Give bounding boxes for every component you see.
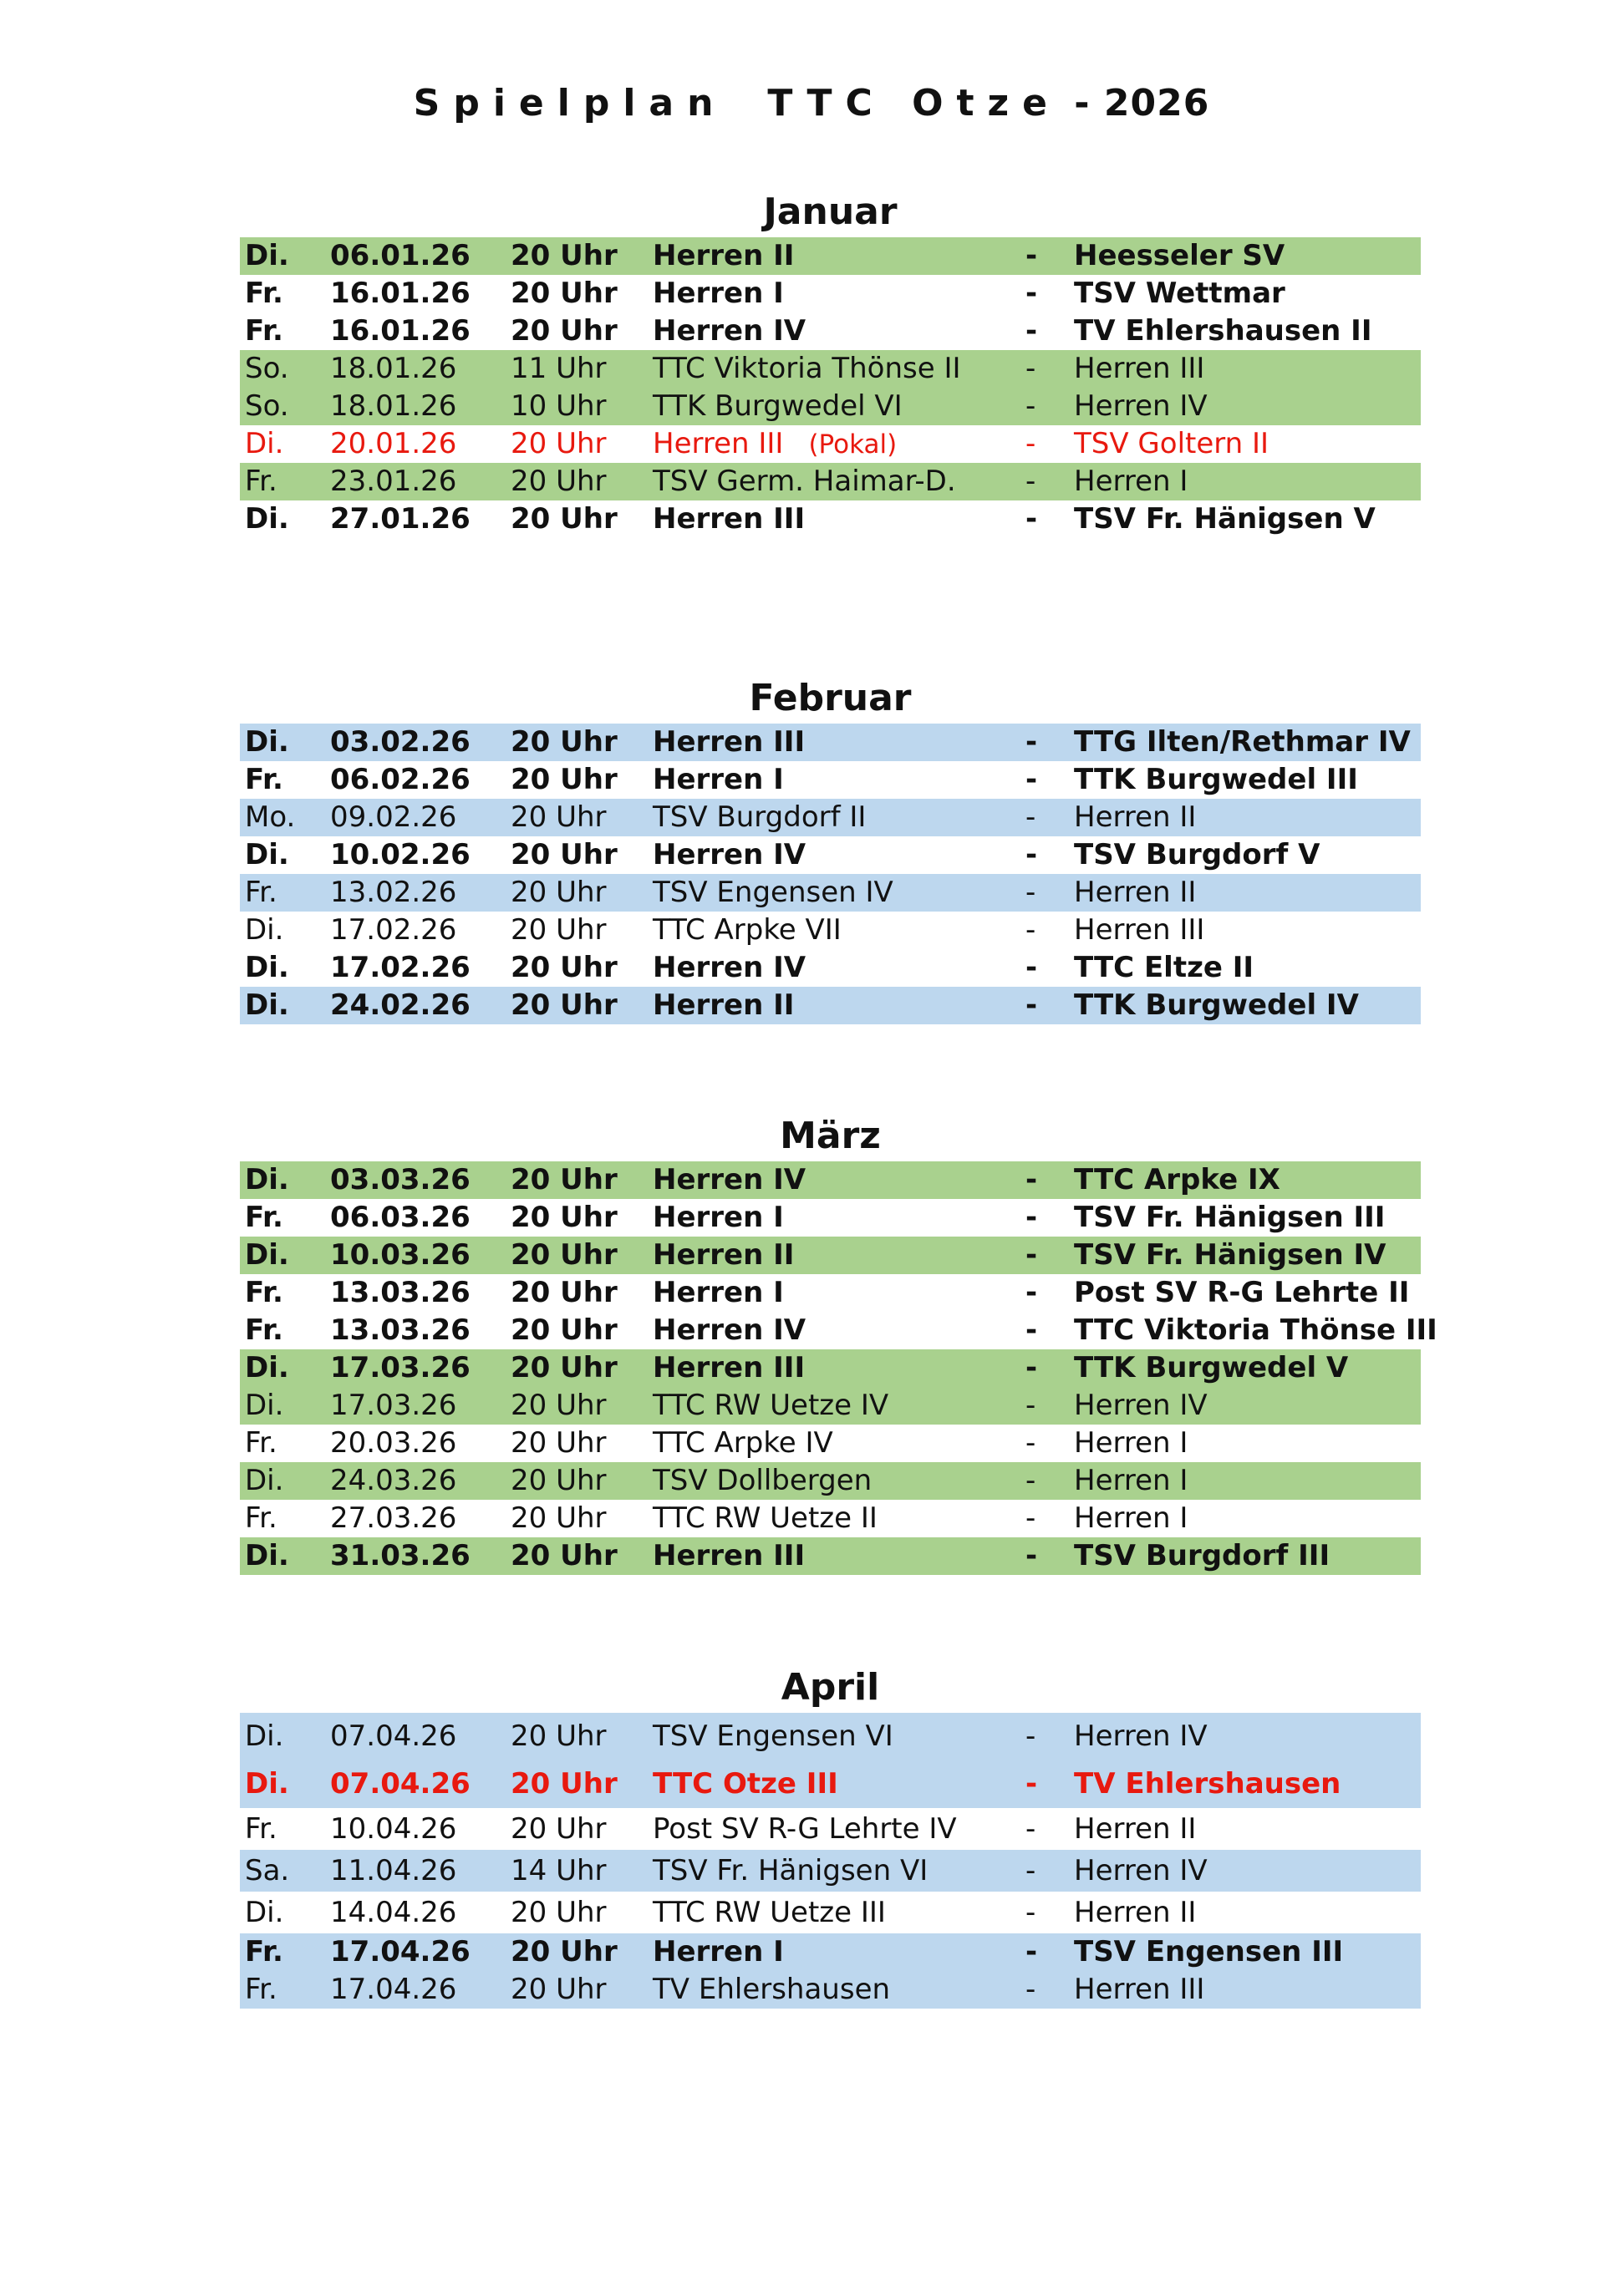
title-suffix: - 2026 (1074, 82, 1210, 124)
separator: - (1025, 951, 1038, 984)
away-team: Herren III (1074, 1973, 1205, 2006)
away-team: TTC Viktoria Thönse III (1074, 1313, 1437, 1347)
away-team: Herren II (1074, 800, 1197, 834)
away-team: Herren I (1074, 465, 1188, 498)
match-time: 20 Uhr (511, 1389, 607, 1422)
home-team: TTC RW Uetze IV (653, 1389, 889, 1422)
match-date: 27.03.26 (330, 1501, 457, 1535)
separator: - (1025, 800, 1036, 834)
match-row (240, 1462, 1421, 1500)
away-team: Herren I (1074, 1464, 1188, 1497)
match-date: 16.01.26 (330, 277, 471, 310)
away-team: Herren II (1074, 1812, 1197, 1846)
home-team: Herren I (653, 1201, 784, 1234)
match-time: 20 Uhr (511, 1351, 618, 1384)
match-row (240, 1713, 1421, 1760)
away-team: TSV Fr. Hänigsen V (1074, 502, 1376, 536)
away-team: Herren III (1074, 913, 1205, 947)
match-row (240, 1971, 1421, 2009)
match-date: 20.01.26 (330, 427, 457, 460)
match-day: Di. (245, 988, 289, 1022)
match-time: 20 Uhr (511, 1276, 618, 1309)
match-row (240, 761, 1421, 799)
away-team: TTK Burgwedel IV (1074, 988, 1359, 1022)
match-time: 20 Uhr (511, 876, 607, 909)
match-day: Fr. (245, 465, 277, 498)
match-date: 24.02.26 (330, 988, 471, 1022)
match-row (240, 1161, 1421, 1199)
match-row (240, 275, 1421, 312)
match-day: Mo. (245, 800, 296, 834)
match-time: 20 Uhr (511, 427, 607, 460)
month-januar (240, 187, 1421, 538)
home-team: TSV Germ. Haimar-D. (653, 465, 956, 498)
match-row (240, 1500, 1421, 1537)
match-date: 16.01.26 (330, 314, 471, 348)
separator: - (1025, 314, 1038, 348)
match-day: Di. (245, 1163, 289, 1196)
match-date: 10.04.26 (330, 1812, 457, 1846)
match-day: Fr. (245, 1501, 277, 1535)
match-time: 20 Uhr (511, 800, 607, 834)
match-day: Fr. (245, 876, 277, 909)
match-row (240, 912, 1421, 949)
match-date: 06.01.26 (330, 239, 471, 272)
match-day: Di. (245, 1896, 284, 1929)
separator: - (1025, 1935, 1038, 1968)
match-day: Fr. (245, 1201, 283, 1234)
match-day: So. (245, 352, 289, 385)
match-time: 20 Uhr (511, 838, 618, 871)
match-date: 10.02.26 (330, 838, 471, 871)
match-time: 20 Uhr (511, 1812, 607, 1846)
match-row (240, 312, 1421, 350)
month-title: März (780, 1115, 881, 1157)
away-team: TSV Engensen III (1074, 1935, 1344, 1968)
home-team: TSV Dollbergen (653, 1464, 873, 1497)
home-team: Herren I (653, 1276, 784, 1309)
home-team: TTC Viktoria Thönse II (653, 352, 961, 385)
separator: - (1025, 352, 1036, 385)
home-team: Herren I (653, 1935, 784, 1968)
match-row (240, 1808, 1421, 1850)
away-team: Herren IV (1074, 1854, 1208, 1887)
away-team: TTC Eltze II (1074, 951, 1254, 984)
match-day: So. (245, 389, 289, 423)
match-row (240, 836, 1421, 874)
home-team: Herren I (653, 763, 784, 796)
match-row (240, 1933, 1421, 1971)
home-team: Herren IV (653, 951, 806, 984)
match-date: 13.02.26 (330, 876, 457, 909)
match-row (240, 1312, 1437, 1349)
home-team-name: Herren III (653, 427, 784, 460)
separator: - (1025, 1313, 1038, 1347)
separator: - (1025, 838, 1038, 871)
match-row (240, 500, 1421, 538)
match-row (240, 799, 1421, 836)
match-row (240, 987, 1421, 1024)
home-team: TTK Burgwedel VI (653, 389, 903, 423)
home-team (653, 425, 897, 464)
separator: - (1025, 876, 1036, 909)
home-team: TTC RW Uetze III (653, 1896, 886, 1929)
match-time: 20 Uhr (511, 1935, 618, 1968)
match-day: Fr. (245, 1812, 277, 1846)
away-team: Herren III (1074, 352, 1205, 385)
home-team: Post SV R-G Lehrte IV (653, 1812, 957, 1846)
match-date: 13.03.26 (330, 1276, 471, 1309)
away-team: Herren II (1074, 876, 1197, 909)
home-team: Herren II (653, 1238, 795, 1272)
cup-note: (Pokal) (808, 429, 898, 460)
match-time: 20 Uhr (511, 465, 607, 498)
match-time: 20 Uhr (511, 913, 607, 947)
home-team: Herren IV (653, 314, 806, 348)
match-day: Di. (245, 838, 289, 871)
match-time: 20 Uhr (511, 1464, 607, 1497)
match-date: 14.04.26 (330, 1896, 457, 1929)
match-date: 13.03.26 (330, 1313, 471, 1347)
match-row (240, 1850, 1421, 1892)
separator: - (1025, 763, 1038, 796)
match-time: 11 Uhr (511, 352, 607, 385)
match-date: 17.03.26 (330, 1389, 457, 1422)
match-day: Fr. (245, 314, 283, 348)
home-team: Herren III (653, 1351, 806, 1384)
match-day: Di. (245, 1719, 284, 1753)
away-team: TSV Burgdorf III (1074, 1539, 1330, 1572)
match-day: Fr. (245, 277, 283, 310)
match-day: Fr. (245, 1276, 283, 1309)
page-title (0, 82, 1623, 124)
home-team: Herren IV (653, 838, 806, 871)
separator: - (1025, 427, 1036, 460)
away-team: Herren I (1074, 1426, 1188, 1460)
away-team: TTK Burgwedel V (1074, 1351, 1349, 1384)
match-row (240, 350, 1421, 388)
separator: - (1025, 1812, 1036, 1846)
title-word-2: TTC Otze (767, 82, 1061, 124)
separator: - (1025, 1426, 1036, 1460)
match-time: 20 Uhr (511, 1501, 607, 1535)
match-date: 07.04.26 (330, 1767, 471, 1801)
match-date: 10.03.26 (330, 1238, 471, 1272)
home-team: TTC Arpke VII (653, 913, 842, 947)
away-team: Heesseler SV (1074, 239, 1285, 272)
home-team: TTC RW Uetze II (653, 1501, 878, 1535)
home-team: TTC Otze III (653, 1767, 838, 1801)
match-row (240, 874, 1421, 912)
match-row (240, 425, 1421, 463)
home-team: Herren II (653, 239, 795, 272)
separator: - (1025, 239, 1038, 272)
away-team: TSV Goltern II (1074, 427, 1269, 460)
match-date: 31.03.26 (330, 1539, 471, 1572)
month-title: Februar (749, 677, 912, 719)
match-date: 18.01.26 (330, 389, 457, 423)
match-row (240, 1349, 1421, 1387)
match-date: 17.04.26 (330, 1973, 457, 2006)
match-row (240, 1760, 1421, 1808)
home-team: TSV Fr. Hänigsen VI (653, 1854, 929, 1887)
match-date: 17.03.26 (330, 1351, 471, 1384)
match-time: 20 Uhr (511, 502, 618, 536)
match-time: 20 Uhr (511, 988, 618, 1022)
away-team: TSV Burgdorf V (1074, 838, 1320, 871)
match-time: 20 Uhr (511, 1539, 618, 1572)
match-date: 24.03.26 (330, 1464, 457, 1497)
match-date: 06.03.26 (330, 1201, 471, 1234)
separator: - (1025, 1163, 1038, 1196)
match-row (240, 388, 1421, 425)
separator: - (1025, 1351, 1038, 1384)
match-row (240, 1237, 1421, 1274)
match-day: Di. (245, 1351, 289, 1384)
match-date: 23.01.26 (330, 465, 457, 498)
separator: - (1025, 1896, 1036, 1929)
match-day: Di. (245, 1539, 289, 1572)
away-team: Herren IV (1074, 389, 1208, 423)
month-april (240, 1663, 1421, 2009)
match-date: 03.02.26 (330, 725, 471, 759)
separator: - (1025, 1501, 1036, 1535)
away-team: TSV Fr. Hänigsen III (1074, 1201, 1386, 1234)
match-date: 09.02.26 (330, 800, 457, 834)
home-team: TSV Engensen VI (653, 1719, 893, 1753)
home-team: Herren III (653, 1539, 806, 1572)
separator: - (1025, 1767, 1038, 1801)
away-team: TTC Arpke IX (1074, 1163, 1280, 1196)
away-team: TTK Burgwedel III (1074, 763, 1358, 796)
match-day: Sa. (245, 1854, 290, 1887)
match-date: 03.03.26 (330, 1163, 471, 1196)
away-team: TSV Fr. Hänigsen IV (1074, 1238, 1386, 1272)
home-team: Herren III (653, 502, 806, 536)
month-title: Januar (763, 190, 898, 233)
match-day: Di. (245, 725, 289, 759)
separator: - (1025, 988, 1038, 1022)
away-team: Herren I (1074, 1501, 1188, 1535)
separator: - (1025, 1719, 1036, 1753)
match-row (240, 1387, 1421, 1425)
match-time: 10 Uhr (511, 389, 607, 423)
separator: - (1025, 465, 1036, 498)
separator: - (1025, 1854, 1036, 1887)
match-date: 07.04.26 (330, 1719, 457, 1753)
separator: - (1025, 1464, 1036, 1497)
match-day: Di. (245, 1767, 289, 1801)
match-row (240, 1274, 1421, 1312)
separator: - (1025, 1201, 1038, 1234)
separator: - (1025, 389, 1036, 423)
match-day: Fr. (245, 1313, 283, 1347)
home-team: TTC Arpke IV (653, 1426, 833, 1460)
match-day: Di. (245, 502, 289, 536)
separator: - (1025, 725, 1038, 759)
match-time: 20 Uhr (511, 239, 618, 272)
separator: - (1025, 1389, 1036, 1422)
away-team: TV Ehlershausen II (1074, 314, 1372, 348)
match-time: 20 Uhr (511, 1719, 607, 1753)
match-row (240, 1892, 1421, 1933)
separator: - (1025, 277, 1038, 310)
match-time: 20 Uhr (511, 763, 618, 796)
separator: - (1025, 1539, 1038, 1572)
month-title: April (781, 1666, 880, 1709)
match-day: Di. (245, 951, 289, 984)
match-date: 20.03.26 (330, 1426, 457, 1460)
away-team: Herren IV (1074, 1719, 1208, 1753)
match-row (240, 724, 1421, 761)
match-date: 18.01.26 (330, 352, 457, 385)
match-row (240, 1199, 1421, 1237)
match-day: Di. (245, 1464, 284, 1497)
match-day: Fr. (245, 1973, 277, 2006)
match-time: 20 Uhr (511, 725, 618, 759)
match-date: 17.02.26 (330, 913, 457, 947)
match-row (240, 949, 1421, 987)
match-time: 20 Uhr (511, 1973, 607, 2006)
away-team: Herren IV (1074, 1389, 1208, 1422)
match-time: 14 Uhr (511, 1854, 607, 1887)
match-day: Di. (245, 427, 284, 460)
home-team: TV Ehlershausen (653, 1973, 891, 2006)
away-team: Post SV R-G Lehrte II (1074, 1276, 1410, 1309)
away-team: TV Ehlershausen (1074, 1767, 1341, 1801)
match-date: 06.02.26 (330, 763, 471, 796)
home-team: Herren III (653, 725, 806, 759)
match-time: 20 Uhr (511, 1767, 618, 1801)
separator: - (1025, 1238, 1038, 1272)
match-date: 27.01.26 (330, 502, 471, 536)
match-time: 20 Uhr (511, 277, 618, 310)
home-team: TSV Engensen IV (653, 876, 893, 909)
match-day: Fr. (245, 1426, 277, 1460)
match-date: 11.04.26 (330, 1854, 457, 1887)
match-time: 20 Uhr (511, 1426, 607, 1460)
match-time: 20 Uhr (511, 1313, 618, 1347)
home-team: Herren IV (653, 1313, 806, 1347)
match-time: 20 Uhr (511, 951, 618, 984)
away-team: TSV Wettmar (1074, 277, 1285, 310)
match-date: 17.04.26 (330, 1935, 471, 1968)
match-day: Fr. (245, 1935, 283, 1968)
home-team: Herren II (653, 988, 795, 1022)
month-maerz (240, 1111, 1437, 1575)
home-team: Herren I (653, 277, 784, 310)
match-row (240, 1425, 1421, 1462)
away-team: TTG Ilten/Rethmar IV (1074, 725, 1411, 759)
separator: - (1025, 502, 1038, 536)
match-day: Di. (245, 913, 284, 947)
match-row (240, 237, 1421, 275)
home-team: TSV Burgdorf II (653, 800, 867, 834)
match-row (240, 463, 1421, 500)
match-day: Di. (245, 1238, 289, 1272)
away-team: Herren II (1074, 1896, 1197, 1929)
separator: - (1025, 913, 1036, 947)
match-time: 20 Uhr (511, 314, 618, 348)
match-day: Fr. (245, 763, 283, 796)
month-februar (240, 673, 1421, 1024)
match-time: 20 Uhr (511, 1163, 618, 1196)
match-day: Di. (245, 1389, 284, 1422)
match-date: 17.02.26 (330, 951, 471, 984)
home-team: Herren IV (653, 1163, 806, 1196)
match-time: 20 Uhr (511, 1201, 618, 1234)
match-time: 20 Uhr (511, 1238, 618, 1272)
separator: - (1025, 1276, 1038, 1309)
separator: - (1025, 1973, 1036, 2006)
match-row (240, 1537, 1421, 1575)
match-time: 20 Uhr (511, 1896, 607, 1929)
match-day: Di. (245, 239, 289, 272)
title-word-1: Spielplan (413, 82, 727, 124)
